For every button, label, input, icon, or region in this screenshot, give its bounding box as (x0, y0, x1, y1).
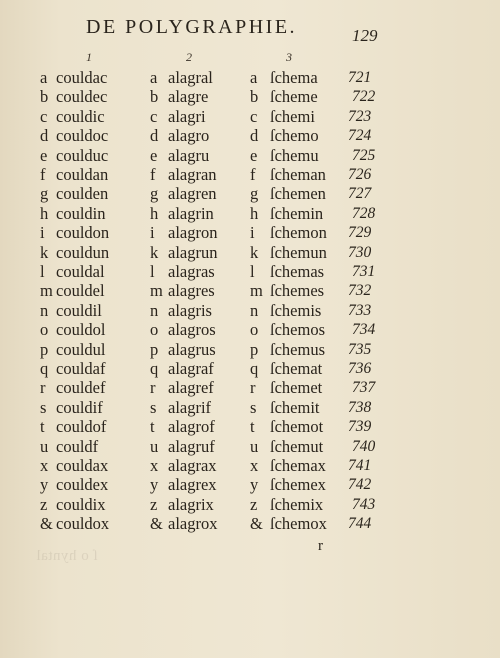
key-letter-col3: q (250, 359, 259, 378)
cipher-word-col2: alagris (168, 300, 212, 320)
key-letter-col1: k (40, 242, 49, 262)
key-letter-col3: c (250, 106, 258, 126)
key-letter-col3: i (250, 223, 255, 243)
key-letter-col1: e (40, 145, 48, 165)
key-letter-col3: p (250, 339, 259, 359)
entry-number: 725 (352, 146, 376, 164)
key-letter-col2: & (150, 514, 163, 534)
key-letter-col2: u (150, 436, 159, 456)
cipher-word-col3: ſchemis (270, 300, 322, 320)
entry-number: 726 (348, 166, 372, 183)
key-letter-col2: o (150, 320, 159, 340)
key-letter-col2: p (150, 339, 159, 359)
cipher-word-col1: couldin (56, 203, 106, 223)
cipher-word-col3: ſchemex (270, 475, 326, 495)
entry-number: 729 (348, 224, 372, 242)
key-letter-col2: t (150, 417, 155, 437)
key-letter-col1: b (40, 87, 49, 107)
cipher-word-col3: ſchemet (270, 378, 323, 398)
key-letter-col1: i (40, 223, 45, 243)
entry-number: 732 (348, 282, 372, 300)
key-letter-col2: e (150, 145, 158, 165)
key-letter-col2: r (150, 378, 156, 398)
entry-number: 738 (348, 398, 372, 416)
cipher-word-col3: ſchemun (270, 242, 327, 262)
cipher-word-col1: couldun (56, 242, 110, 262)
key-letter-col2: z (150, 494, 158, 514)
key-letter-col3: g (250, 184, 259, 204)
key-letter-col2: n (150, 300, 159, 320)
key-letter-col1: g (40, 184, 49, 204)
key-letter-col2: q (150, 359, 159, 378)
cipher-word-col2: alagre (168, 87, 209, 107)
cipher-word-col2: alagrax (168, 456, 217, 475)
key-letter-col3: u (250, 436, 259, 456)
key-letter-col3: t (250, 417, 255, 437)
key-letter-col2: k (150, 242, 159, 262)
cipher-word-col1: couldox (56, 514, 110, 534)
cipher-word-col3: ſchemo (270, 126, 319, 146)
cipher-word-col1: couldul (56, 339, 106, 359)
key-letter-col3: a (250, 68, 258, 87)
cipher-word-col1: couldal (56, 262, 105, 281)
cipher-word-col3: ſchemax (270, 456, 326, 475)
key-letter-col1: q (40, 359, 49, 378)
cipher-word-col1: couldic (56, 106, 105, 126)
entry-number: 735 (348, 340, 372, 358)
key-letter-col1: z (40, 494, 48, 514)
cipher-word-col3: ſcheme (270, 87, 318, 107)
cipher-word-col1: couldif (56, 397, 103, 417)
column-number-3: 3 (286, 50, 292, 64)
cipher-word-col3: ſcheman (270, 165, 326, 184)
cipher-word-col3: ſchemut (270, 436, 324, 456)
key-letter-col2: i (150, 223, 155, 243)
cipher-word-col1: couldax (56, 456, 109, 475)
key-letter-col2: m (150, 281, 163, 301)
key-letter-col3: & (250, 514, 263, 534)
key-letter-col3: m (250, 281, 263, 301)
cipher-word-col3: ſchemit (270, 397, 320, 417)
cipher-word-col2: alagref (168, 378, 214, 398)
page-number: 129 (352, 26, 378, 45)
key-letter-col1: l (40, 262, 45, 281)
cipher-word-col2: alagri (168, 106, 206, 126)
cipher-word-col1: coulduc (56, 145, 109, 165)
cipher-word-col1: couldil (56, 300, 102, 320)
cipher-word-col1: couldef (56, 378, 106, 398)
key-letter-col3: e (250, 145, 258, 165)
cipher-word-col3: ſchemes (270, 281, 325, 301)
entry-number: 740 (352, 437, 376, 455)
entry-number: 721 (348, 69, 372, 86)
cipher-word-col3: ſchemox (270, 514, 327, 534)
key-letter-col3: z (250, 494, 258, 514)
cipher-word-col3: ſchemot (270, 417, 324, 437)
entry-number: 728 (352, 204, 376, 222)
entry-number: 734 (352, 321, 376, 339)
bleed-through-text: ſ o hyntal (36, 548, 98, 564)
cipher-word-col1: coulden (56, 184, 109, 204)
cipher-word-col2: alagrun (168, 242, 218, 262)
cipher-word-col1: couldoc (56, 126, 109, 146)
table-row (0, 513, 500, 535)
column-number-2: 2 (186, 50, 192, 64)
entry-number: 723 (348, 107, 372, 125)
cipher-word-col3: ſchemi (270, 106, 315, 126)
cipher-word-col2: alagres (168, 281, 215, 301)
cipher-word-col1: couldol (56, 320, 106, 340)
key-letter-col1: f (40, 165, 46, 184)
key-letter-col2: s (150, 397, 157, 417)
running-header: DE POLYGRAPHIE. (86, 16, 298, 38)
entry-number: 736 (348, 360, 372, 377)
cipher-word-col1: couldex (56, 475, 109, 495)
key-letter-col1: y (40, 475, 49, 495)
key-letter-col2: x (150, 456, 159, 475)
entry-number: 744 (348, 515, 372, 533)
cipher-word-col2: alagral (168, 68, 213, 87)
cipher-word-col3: ſchemat (270, 359, 323, 378)
catchword: r (318, 538, 323, 554)
key-letter-col1: a (40, 68, 48, 87)
cipher-word-col2: alagrif (168, 397, 212, 417)
cipher-word-col1: couldec (56, 87, 108, 107)
cipher-word-col1: couldaf (56, 359, 106, 378)
key-letter-col3: n (250, 300, 259, 320)
cipher-word-col2: alagrex (168, 475, 217, 495)
key-letter-col3: o (250, 320, 259, 340)
cipher-word-col3: ſchemos (270, 320, 325, 340)
key-letter-col2: b (150, 87, 159, 107)
key-letter-col2: y (150, 475, 159, 495)
cipher-word-col2: alagrus (168, 339, 216, 359)
entry-number: 722 (352, 88, 376, 106)
key-letter-col1: p (40, 339, 49, 359)
cipher-word-col2: alagru (168, 145, 210, 165)
key-letter-col3: x (250, 456, 259, 475)
key-letter-col2: c (150, 106, 158, 126)
cipher-word-col1: couldix (56, 494, 106, 514)
key-letter-col1: s (40, 397, 47, 417)
key-letter-col1: t (40, 417, 45, 437)
key-letter-col3: l (250, 262, 255, 281)
entry-number: 741 (348, 457, 372, 474)
cipher-word-col1: couldac (56, 68, 108, 87)
cipher-word-col2: alagrox (168, 514, 218, 534)
cipher-word-col2: alagrix (168, 494, 214, 514)
cipher-word-col2: alagruf (168, 436, 215, 456)
key-letter-col1: x (40, 456, 49, 475)
cipher-word-col1: couldon (56, 223, 110, 243)
key-letter-col1: & (40, 514, 53, 534)
key-letter-col2: d (150, 126, 159, 146)
key-letter-col3: s (250, 397, 257, 417)
key-letter-col2: f (150, 165, 156, 184)
key-letter-col1: n (40, 300, 49, 320)
cipher-word-col2: alagran (168, 165, 217, 184)
key-letter-col1: d (40, 126, 49, 146)
cipher-word-col3: ſchemix (270, 494, 324, 514)
entry-number: 742 (348, 476, 372, 494)
entry-number: 739 (348, 418, 372, 436)
cipher-word-col1: couldel (56, 281, 105, 301)
key-letter-col3: b (250, 87, 259, 107)
key-letter-col3: h (250, 203, 259, 223)
key-letter-col2: g (150, 184, 159, 204)
cipher-word-col3: ſchemen (270, 184, 326, 204)
key-letter-col2: a (150, 68, 158, 87)
key-letter-col1: c (40, 106, 48, 126)
key-letter-col1: r (40, 378, 46, 398)
key-letter-col3: d (250, 126, 259, 146)
entry-number: 724 (348, 127, 372, 145)
key-letter-col1: o (40, 320, 49, 340)
cipher-word-col2: alagron (168, 223, 218, 243)
key-letter-col1: h (40, 203, 49, 223)
entry-number: 733 (348, 301, 372, 319)
cipher-word-col3: ſchemon (270, 223, 327, 243)
entry-number: 737 (352, 379, 376, 397)
key-letter-col3: r (250, 378, 256, 398)
cipher-word-col2: alagro (168, 126, 210, 146)
cipher-word-col3: ſchemin (270, 203, 324, 223)
key-letter-col3: y (250, 475, 259, 495)
cipher-word-col3: ſchemu (270, 145, 319, 165)
key-letter-col2: h (150, 203, 159, 223)
key-letter-col1: u (40, 436, 49, 456)
entry-number: 727 (348, 185, 372, 203)
cipher-word-col3: ſchemas (270, 262, 325, 281)
cipher-word-col2: alagrof (168, 417, 215, 437)
cipher-word-col3: ſchema (270, 68, 318, 87)
column-number-1: 1 (86, 50, 92, 64)
entry-number: 731 (352, 263, 376, 280)
cipher-word-col1: couldf (56, 436, 99, 456)
cipher-word-col2: alagren (168, 184, 217, 204)
cipher-word-col2: alagras (168, 262, 215, 281)
cipher-word-col2: alagros (168, 320, 216, 340)
entry-number: 743 (352, 495, 376, 513)
key-letter-col2: l (150, 262, 155, 281)
entry-number: 730 (348, 243, 372, 261)
cipher-word-col1: couldof (56, 417, 107, 437)
key-letter-col1: m (40, 281, 53, 301)
cipher-word-col3: ſchemus (270, 339, 325, 359)
cipher-word-col2: alagraf (168, 359, 214, 378)
cipher-word-col1: couldan (56, 165, 109, 184)
cipher-word-col2: alagrin (168, 203, 214, 223)
key-letter-col3: f (250, 165, 256, 184)
key-letter-col3: k (250, 242, 259, 262)
